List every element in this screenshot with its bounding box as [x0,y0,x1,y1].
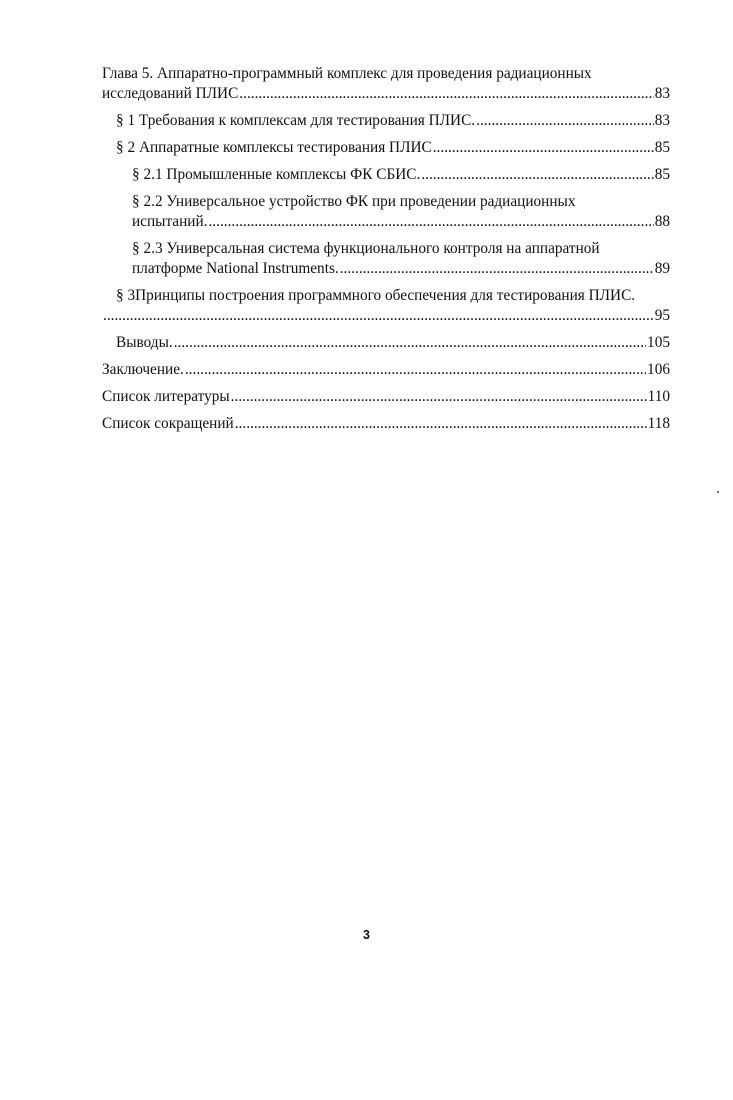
dot-leader [433,138,654,158]
toc-entry-title: § 2.2 Универсальное устройство ФК при проведении радиационных [132,193,576,210]
toc-entry-section-2-2[interactable] [102,192,670,232]
toc-entry-title: Список сокращений [102,415,234,432]
toc-entry-title: § 3Принципы построения программного обеспечения для тестирования ПЛИС. [116,287,636,304]
toc-entry-title: § 2.1 Промышленные комплексы ФК СБИС. [132,166,421,183]
dot-leader [235,414,647,434]
toc-entry-conclusions[interactable] [102,333,670,353]
toc-page-number: 89 [654,260,670,277]
toc-entry-title: § 2.3 Универсальная система функционального контроля на аппаратной [132,240,600,257]
toc-entry-title: Глава 5. Аппаратно-программный комплекс для проведения радиационных [102,65,592,82]
toc-entry-section-1[interactable] [102,111,670,131]
toc-page-number: 83 [654,85,670,102]
toc-page-number: 110 [647,388,670,405]
toc-page-number: 85 [654,139,670,156]
dot-leader [103,306,654,326]
dot-leader [208,212,653,232]
toc-entry-title-cont: исследований ПЛИС [102,85,239,102]
toc-entry-title-cont: платформе National Instruments. [132,260,339,277]
toc-entry-section-2-3[interactable] [102,239,670,279]
toc-entry-abbreviations[interactable] [102,414,670,434]
toc-entry-summary[interactable] [102,360,670,380]
toc-page-number: 88 [654,213,670,230]
dot-leader [476,111,654,131]
dot-leader [239,84,653,104]
toc-page-number: 85 [654,166,670,183]
dot-leader [340,259,654,279]
toc-entry-title: § 2 Аппаратные комплексы тестирования ПЛИС [116,139,432,156]
dot-leader [174,333,646,353]
toc-entry-title-cont: испытаний. [132,213,208,230]
toc-page-number: 95 [654,307,670,324]
dot-leader [421,165,653,185]
toc-entry-references[interactable] [102,387,670,407]
toc-page-number: 83 [654,112,670,129]
toc-entry-title: Выводы. [116,334,173,351]
toc-entry-section-3[interactable] [102,286,670,326]
toc-entry-title: § 1 Требования к комплексам для тестирования ПЛИС. [116,112,476,129]
toc-entry-title: Список литературы [102,388,230,405]
toc-entry-title: Заключение. [102,361,184,378]
page-number: 3 [363,928,370,942]
toc-entry-chapter-5[interactable] [102,64,670,104]
toc-entry-section-2[interactable] [102,138,670,158]
dot-leader [185,360,646,380]
toc-entry-section-2-1[interactable] [102,165,670,185]
table-of-contents [102,64,670,441]
toc-page-number: 105 [647,334,670,351]
toc-page-number: 118 [647,415,670,432]
scan-speck [717,491,719,493]
dot-leader [231,387,647,407]
toc-page-number: 106 [647,361,670,378]
